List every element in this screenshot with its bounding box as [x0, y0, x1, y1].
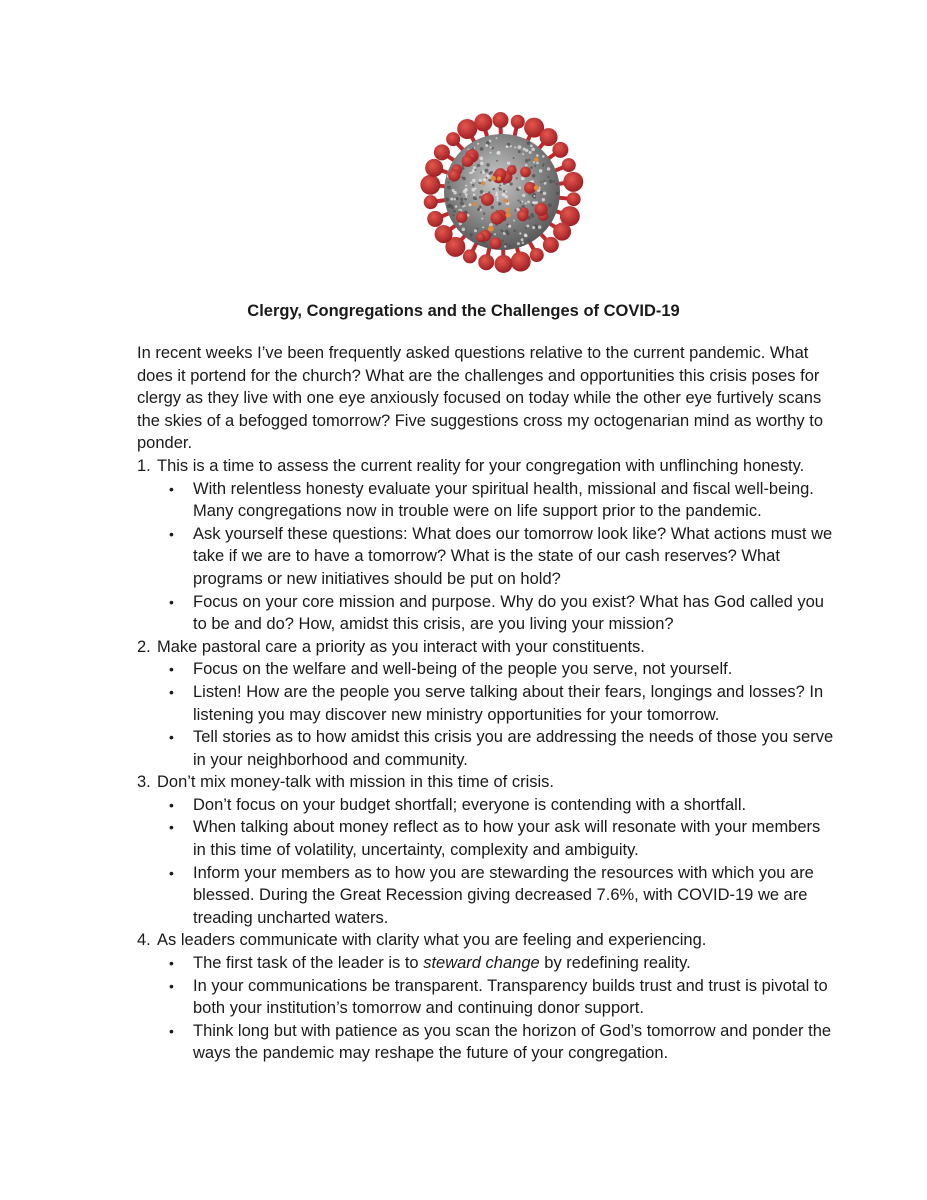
- bullet-text-emphasis: steward change: [423, 954, 540, 973]
- bullet-list: [157, 478, 837, 636]
- bullet-item: [157, 952, 837, 975]
- bullet-item: [157, 794, 837, 817]
- bullet-list: [157, 952, 837, 1065]
- bullet-item: [157, 658, 837, 681]
- bullet-item: [157, 975, 837, 1020]
- bullet-item: [157, 816, 837, 861]
- document-body: [137, 342, 837, 1065]
- list-item: [137, 455, 837, 636]
- list-item-text: Don’t mix money-talk with mission in this time of crisis.: [157, 773, 555, 792]
- bullet-icon: •: [169, 683, 174, 700]
- bullet-item: [157, 681, 837, 726]
- coronavirus-icon: [418, 108, 586, 276]
- bullet-icon: •: [169, 796, 174, 813]
- bullet-item: [157, 523, 837, 591]
- list-number: 1.: [137, 456, 151, 475]
- list-item-text: Make pastoral care a priority as you interact with your constituents.: [157, 637, 645, 656]
- list-number: 2.: [137, 637, 151, 656]
- bullet-item: [157, 1020, 837, 1065]
- bullet-icon: •: [169, 661, 174, 678]
- bullet-icon: •: [169, 593, 174, 610]
- bullet-text: With relentless honesty evaluate your spiritual health, missional and fiscal well-being. Many congregations now in trouble were on life support prior to the pandemic.: [193, 479, 814, 521]
- bullet-icon: •: [169, 977, 174, 994]
- bullet-text: Focus on the welfare and well-being of the people you serve, not yourself.: [193, 660, 733, 679]
- bullet-text: In your communications be transparent. Transparency builds trust and trust is pivotal to both your institution’s tomorrow and continuing donor support.: [193, 976, 828, 1018]
- suggestion-list: [137, 455, 837, 1065]
- bullet-list: [157, 658, 837, 771]
- bullet-text: Tell stories as to how amidst this crisis you are addressing the needs of those you serve in your neighborhood and community.: [193, 728, 834, 769]
- bullet-text: Inform your members as to how you are stewarding the resources with which you are blessed. During the Great Recession giving decreased 7.6%, with COVID-19 we are treading uncharted waters.: [193, 863, 814, 927]
- bullet-text-before: The first task of the leader is to: [193, 954, 424, 973]
- bullet-text: Think long but with patience as you scan the horizon of God’s tomorrow and ponder the ways the pandemic may reshape the future of your congregation.: [193, 1021, 832, 1063]
- bullet-icon: •: [169, 1022, 174, 1039]
- bullet-text: Focus on your core mission and purpose. Why do you exist? What has God called you to be and do? How, amidst this crisis, are you living your mission?: [193, 592, 824, 634]
- intro-paragraph: In recent weeks I’ve been frequently asked questions relative to the current pandemic. What does it portend for the church? What are the challenges and opportunities this crisis poses for clergy as they live with one eye anxiously focused on today while the other eye furtively scans the skies of a befogged tomorrow? Five suggestions cross my octogenarian mind as worthy to ponder.: [137, 344, 824, 453]
- bullet-item: [157, 478, 837, 523]
- bullet-icon: •: [169, 819, 174, 836]
- list-number: 4.: [137, 931, 151, 950]
- bullet-icon: •: [169, 864, 174, 881]
- list-item-text: This is a time to assess the current reality for your congregation with unflinching honesty.: [157, 456, 805, 475]
- bullet-item: [157, 862, 837, 930]
- list-item: [137, 636, 837, 772]
- bullet-text: Ask yourself these questions: What does our tomorrow look like? What actions must we take if we are to have a tomorrow? What is the state of our cash reserves? What programs or new initiatives should be put on hold?: [193, 524, 833, 588]
- list-item: [137, 771, 837, 929]
- bullet-item: [157, 726, 837, 771]
- bullet-item: [157, 591, 837, 636]
- bullet-text: When talking about money reflect as to how your ask will resonate with your members in this time of volatility, uncertainty, complexity and ambiguity.: [193, 818, 821, 860]
- bullet-icon: •: [169, 480, 174, 497]
- bullet-icon: •: [169, 729, 174, 746]
- document-title: Clergy, Congregations and the Challenges of COVID-19: [247, 302, 680, 320]
- bullet-text: Listen! How are the people you serve talking about their fears, longings and losses? In listening you may discover new ministry opportunities for your tomorrow.: [193, 682, 824, 724]
- bullet-text: Don’t focus on your budget shortfall; everyone is contending with a shortfall.: [193, 795, 747, 814]
- bullet-icon: •: [169, 955, 174, 972]
- list-item: [137, 929, 837, 1065]
- list-number: 3.: [137, 773, 151, 792]
- list-item-text: As leaders communicate with clarity what you are feeling and experiencing.: [157, 931, 707, 950]
- bullet-list: [157, 794, 837, 930]
- bullet-icon: •: [169, 525, 174, 542]
- bullet-text-after: by redefining reality.: [539, 954, 691, 973]
